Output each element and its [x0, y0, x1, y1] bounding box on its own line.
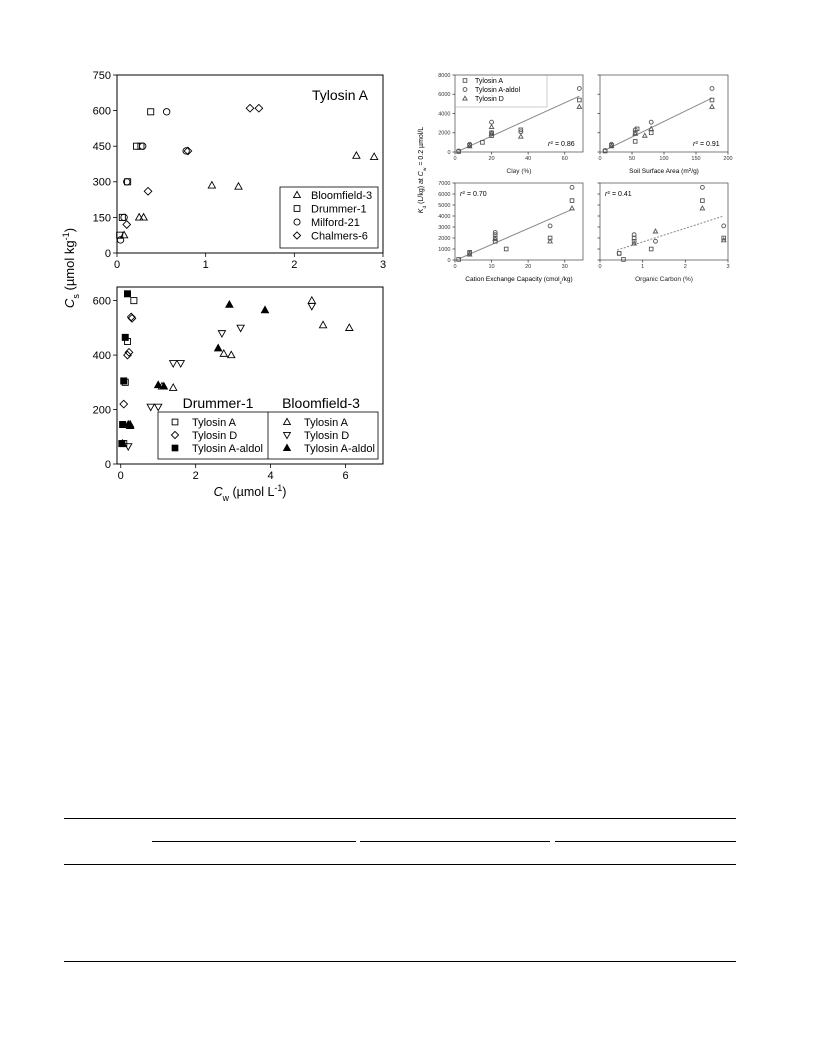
- table-subrule-2: [360, 841, 550, 842]
- r-squared-label: [460, 190, 487, 199]
- data-point: [570, 206, 574, 210]
- data-point: [138, 143, 144, 149]
- x-tick-label: 6: [342, 470, 349, 482]
- data-point: [622, 258, 626, 262]
- legend-marker: [463, 96, 467, 100]
- x-tick-label: 1: [202, 259, 209, 271]
- y-axis-label-part: ): [62, 227, 77, 233]
- y-tick-label: 7000: [438, 180, 451, 187]
- legend-label: Tylosin A-aldol: [475, 87, 521, 94]
- data-point: [255, 104, 263, 112]
- data-point: [700, 185, 704, 189]
- group-label-bloomfield: Bloomfield-3: [282, 395, 360, 411]
- data-point: [570, 185, 574, 189]
- data-point: [139, 143, 145, 149]
- y-tick-label: 600: [92, 295, 111, 308]
- data-point: [218, 331, 225, 337]
- x-axis-label-part: 2: [688, 166, 692, 172]
- data-point: [653, 229, 657, 233]
- legend-label: Tylosin A: [475, 78, 504, 85]
- data-point: [633, 140, 637, 144]
- y-tick-label: 400: [92, 349, 111, 362]
- data-point: [490, 120, 494, 124]
- data-point: [654, 239, 658, 243]
- legend-label: Bloomfield-3: [311, 190, 373, 202]
- data-point: [700, 206, 704, 210]
- x-tick-label: 0: [453, 264, 457, 270]
- kd-y-axis-label-part: d: [422, 205, 428, 209]
- x-axis-label-part: -1: [274, 483, 283, 493]
- chart-panel-3: [438, 73, 583, 175]
- r-squared-label-part: r: [548, 141, 551, 148]
- x-tick-label: 40: [525, 156, 532, 162]
- x-axis-label-part: /g): [691, 168, 699, 175]
- y-tick-label: 200: [92, 404, 111, 417]
- y-tick-label: 5000: [438, 202, 451, 209]
- r-squared-label-part: 2: [607, 190, 611, 196]
- data-point: [121, 214, 127, 220]
- legend-label: Milford-21: [311, 217, 360, 229]
- data-point: [170, 384, 177, 390]
- chart-title: Tylosin A: [311, 87, 368, 103]
- y-tick-label: 6000: [438, 92, 451, 99]
- data-point: [155, 404, 162, 410]
- data-point: [131, 298, 137, 304]
- x-axis-label-part: ): [282, 485, 287, 499]
- data-point: [577, 87, 581, 91]
- x-tick-label: 20: [488, 156, 495, 162]
- data-point: [353, 152, 360, 158]
- data-point: [144, 187, 152, 195]
- data-point: [371, 153, 378, 159]
- legend-label: Drummer-1: [311, 203, 367, 216]
- legend-marker: [463, 79, 467, 83]
- x-tick-label: 1: [641, 264, 645, 270]
- legend-label: Tylosin A-aldol: [304, 443, 375, 455]
- kd-y-axis-label-part: (L/kg) at: [418, 176, 425, 206]
- data-point: [122, 334, 128, 340]
- data-point: [177, 361, 184, 367]
- y-axis-label: [61, 228, 81, 308]
- r-squared-label-part: r: [460, 191, 463, 198]
- x-tick-label: 30: [561, 264, 568, 270]
- legend-label: Tylosin A-aldol: [192, 443, 263, 455]
- data-point: [570, 199, 574, 203]
- y-tick-label: 3000: [438, 224, 451, 231]
- data-point: [489, 125, 493, 129]
- y-tick-label: 2000: [438, 130, 451, 137]
- r-squared-label-part: r: [605, 191, 608, 198]
- data-point: [148, 109, 154, 115]
- kd-y-axis-label-part: = 0.2 µmol/L: [418, 126, 425, 168]
- data-point: [504, 247, 508, 251]
- x-tick-label: 2: [291, 259, 298, 271]
- y-tick-label: 150: [92, 212, 111, 225]
- y-axis-label-part: C: [62, 298, 77, 309]
- chart-panel-6: [598, 183, 730, 283]
- y-tick-label: 450: [92, 141, 111, 154]
- table-subrule-1: [152, 841, 356, 842]
- series-3: [117, 109, 189, 244]
- table-top-rule: [64, 818, 736, 819]
- y-tick-label: 750: [92, 69, 111, 82]
- x-tick-label: 4: [267, 470, 274, 482]
- legend-label: Tylosin D: [475, 96, 504, 103]
- table-header-rule: [64, 864, 736, 865]
- data-point: [308, 303, 315, 309]
- x-tick-label: 0: [117, 470, 124, 482]
- r-squared-label-part: = 0.70: [465, 191, 487, 198]
- data-point: [722, 224, 726, 228]
- kd-y-axis-label-part: C: [418, 171, 425, 177]
- legend-label: Tylosin A: [304, 417, 349, 429]
- x-tick-label: 100: [659, 156, 669, 162]
- x-axis-label-part: (µmol L: [229, 485, 275, 499]
- data-point: [578, 98, 582, 102]
- x-tick-label: 3: [726, 264, 730, 270]
- r-squared-label-part: 2: [550, 140, 554, 146]
- legend-label: Tylosin A: [192, 417, 237, 429]
- y-axis-label-part: (µmol kg: [62, 240, 77, 295]
- r-squared-label-part: r: [693, 141, 696, 148]
- data-point: [649, 131, 653, 135]
- chart-panel-4: [598, 75, 733, 175]
- table-bottom-rule: [64, 961, 736, 962]
- data-point: [235, 183, 242, 189]
- x-tick-label: 150: [691, 156, 701, 162]
- x-tick-label: 2: [683, 264, 687, 270]
- x-tick-label: 3: [379, 259, 387, 271]
- r-squared-label-part: 2: [695, 140, 699, 146]
- data-point: [548, 224, 552, 228]
- data-point: [170, 361, 177, 367]
- data-point: [215, 344, 222, 350]
- y-axis-label-part: s: [71, 294, 81, 299]
- data-point: [133, 143, 139, 149]
- r-squared-label-part: = 0.86: [553, 141, 575, 148]
- y-tick-label: 0: [104, 247, 111, 260]
- series-1: [617, 199, 725, 262]
- data-point: [649, 120, 653, 124]
- y-tick-label: 0: [447, 149, 451, 156]
- y-tick-label: 4000: [438, 213, 451, 220]
- x-tick-label: 10: [488, 264, 495, 270]
- chart-panel-2: [93, 287, 383, 482]
- x-axis-label-part: Soil Surface Area (m: [629, 168, 689, 175]
- y-tick-label: 0: [104, 458, 111, 471]
- r-squared-label: [693, 140, 720, 149]
- kd-y-axis-label-part: w: [422, 167, 428, 172]
- series-2: [120, 313, 136, 408]
- legend: [455, 75, 547, 107]
- legend-label: Tylosin D: [192, 430, 238, 442]
- series-2: [117, 109, 154, 238]
- y-tick-label: 2000: [438, 235, 451, 242]
- y-tick-label: 6000: [438, 191, 451, 198]
- r-squared-label: [548, 140, 575, 149]
- data-point: [308, 297, 315, 303]
- x-axis-label-part: C: [213, 485, 223, 499]
- r-squared-label-part: = 0.91: [698, 141, 720, 148]
- y-tick-label: 300: [92, 176, 111, 189]
- data-point: [701, 199, 705, 203]
- data-point: [237, 325, 244, 331]
- fit-line: [459, 209, 572, 259]
- y-tick-label: 0: [447, 257, 451, 264]
- kd-y-axis-label-part: K: [418, 208, 425, 214]
- r-squared-label: [605, 190, 632, 199]
- data-point: [649, 247, 653, 251]
- x-axis-label-part: Cation Exchange Capacity (cmol: [465, 276, 560, 283]
- data-point: [643, 133, 647, 137]
- data-point: [163, 109, 169, 115]
- data-point: [119, 214, 125, 220]
- data-point: [577, 104, 581, 108]
- x-axis-label: [629, 167, 699, 176]
- data-point: [208, 182, 215, 188]
- data-point: [121, 378, 127, 384]
- x-axis-label: Clay (%): [506, 168, 532, 175]
- data-point: [710, 104, 714, 108]
- y-tick-label: 1000: [438, 246, 451, 253]
- data-point: [261, 306, 268, 312]
- kd-y-axis-label: [418, 127, 428, 214]
- group-label-drummer: Drummer-1: [182, 395, 254, 411]
- data-point: [246, 104, 254, 112]
- data-point: [147, 404, 154, 410]
- legend-marker: [463, 88, 467, 92]
- r-squared-label-part: 2: [462, 190, 466, 196]
- legend-marker: [172, 445, 178, 451]
- data-point: [710, 87, 714, 91]
- x-tick-label: 0: [598, 264, 602, 270]
- x-tick-label: 0: [113, 259, 121, 271]
- y-axis-label-part: -1: [61, 232, 71, 241]
- x-axis-label: [214, 483, 287, 503]
- data-point: [519, 134, 523, 138]
- r-squared-label-part: = 0.41: [610, 191, 632, 198]
- series-3: [632, 206, 726, 245]
- x-tick-label: 0: [598, 156, 602, 162]
- x-axis-label-part: w: [222, 493, 229, 503]
- x-tick-label: 200: [723, 156, 733, 162]
- x-axis-label: [465, 276, 572, 285]
- y-tick-label: 4000: [438, 111, 451, 118]
- legend: [280, 187, 378, 248]
- legend-label: Tylosin D: [304, 430, 350, 442]
- data-point: [124, 291, 130, 297]
- legend: [158, 412, 378, 459]
- table-subrule-3: [555, 841, 736, 842]
- data-point: [228, 351, 235, 357]
- x-tick-label: 50: [628, 156, 636, 162]
- x-axis-label-part: /kg): [561, 276, 573, 283]
- data-point: [319, 321, 326, 327]
- data-point: [346, 324, 353, 330]
- data-point: [226, 301, 233, 307]
- chart-panel-1: [93, 70, 386, 271]
- x-tick-label: 60: [561, 156, 568, 162]
- x-tick-label: 2: [192, 470, 199, 482]
- x-tick-label: 0: [453, 156, 457, 162]
- y-tick-label: 600: [92, 105, 111, 118]
- x-axis-label: Organic Carbon (%): [635, 276, 693, 283]
- y-tick-label: 8000: [438, 72, 451, 79]
- x-tick-label: 20: [525, 264, 532, 270]
- x-axis-label-part: c: [559, 279, 562, 285]
- chart-panel-5: [438, 181, 583, 285]
- data-point: [617, 251, 621, 255]
- series-4: [123, 104, 263, 228]
- data-point: [120, 400, 128, 408]
- data-point: [123, 221, 131, 229]
- legend-label: Chalmers-6: [311, 230, 368, 243]
